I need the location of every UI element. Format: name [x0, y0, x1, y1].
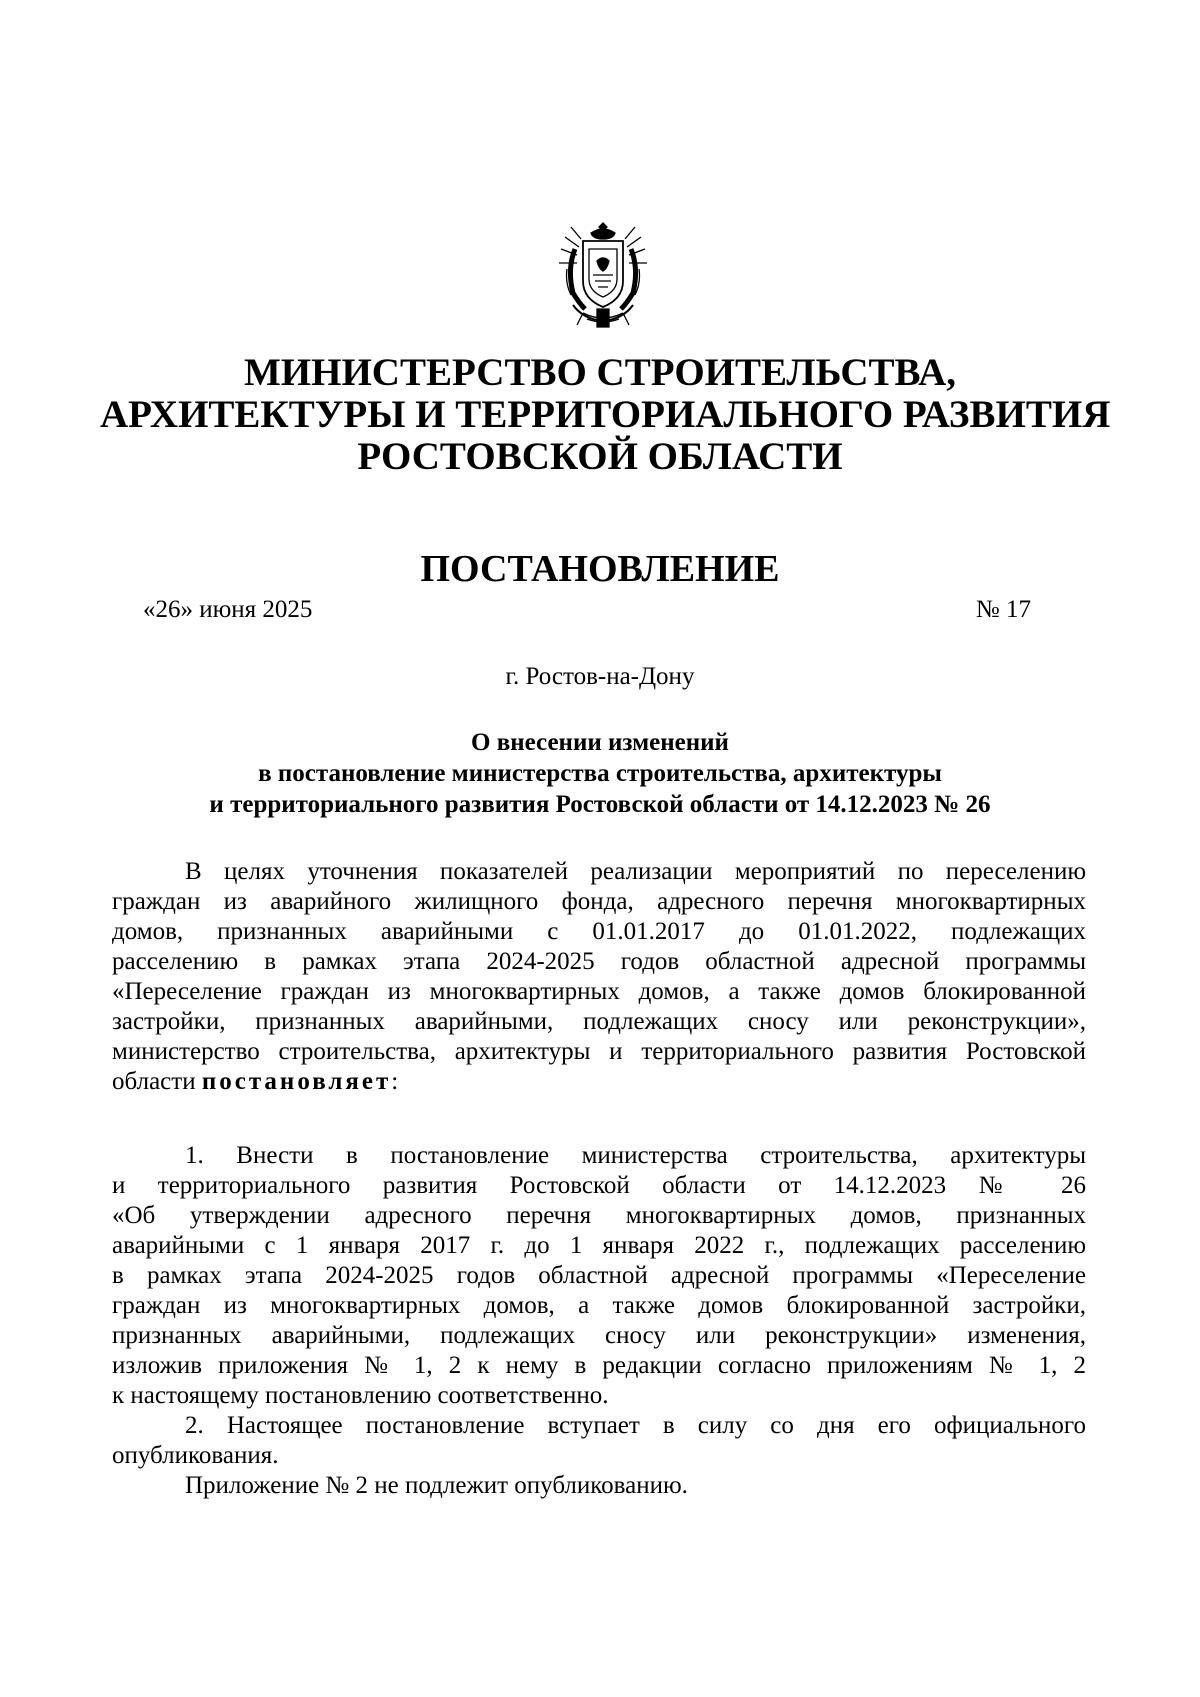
item-1-line: и территориального развития Ростовской области от 14.12.2023 № 26	[112, 1172, 1086, 1199]
item-2-line: 2. Настоящее постановление вступает в силу со дня его официального	[185, 1412, 1086, 1439]
ministry-name-line: РОСТОВСКОЙ ОБЛАСТИ	[357, 435, 843, 478]
preamble-line: министерство строительства, архитектуры и территориального развития Ростовской	[112, 1038, 1086, 1065]
coat-of-arms-icon	[553, 219, 653, 334]
item-1-line: к настоящему постановлению соответственно.	[112, 1382, 609, 1409]
document-title-line: О внесении изменений	[471, 729, 729, 756]
document-date: «26» июня 2025	[143, 596, 313, 623]
preamble-line: расселению в рамках этапа 2024-2025 годов областной адресной программы	[112, 948, 1086, 975]
preamble-line: домов, признанных аварийными с 01.01.2017 до 01.01.2022, подлежащих	[112, 918, 1086, 945]
document-title-line: и территориального развития Ростовской области от 14.12.2023 № 26	[209, 791, 991, 818]
item-1-line: изложив приложения № 1, 2 к нему в редакции согласно приложениям № 1, 2	[112, 1352, 1086, 1379]
ministry-name-line: АРХИТЕКТУРЫ И ТЕРРИТОРИАЛЬНОГО РАЗВИТИЯ	[100, 393, 1111, 436]
appendix-note: Приложение № 2 не подлежит опубликованию.	[185, 1472, 688, 1499]
preamble-text: области	[112, 1068, 202, 1095]
preamble-last-line	[112, 1067, 1086, 1097]
document-title	[100, 727, 1100, 820]
preamble-colon: :	[391, 1068, 399, 1095]
document-title-line: в постановление министерства строительства, архитектуры	[258, 760, 942, 787]
preamble-line: застройки, признанных аварийными, подлежащих сносу или реконструкции»,	[112, 1008, 1086, 1035]
item-1-line: 1. Внести в постановление министерства строительства, архитектуры	[185, 1142, 1086, 1169]
ministry-name	[100, 351, 1111, 478]
preamble-line: граждан из аварийного жилищного фонда, адресного перечня многоквартирных	[112, 888, 1086, 915]
item-2-line: опубликования.	[112, 1442, 279, 1469]
preamble-line: «Переселение граждан из многоквартирных домов, а также домов блокированной	[112, 978, 1086, 1005]
item-1-line: в рамках этапа 2024-2025 годов областной адресной программы «Переселение	[112, 1262, 1086, 1289]
preamble-line: В целях уточнения показателей реализации мероприятий по переселению	[185, 858, 1086, 885]
item-1-line: «Об утверждении адресного перечня многоквартирных домов, признанных	[112, 1202, 1086, 1229]
document-city: г. Ростов-на-Дону	[505, 663, 695, 690]
item-1-line: аварийными с 1 января 2017 г. до 1 января 2022 г., подлежащих расселению	[112, 1232, 1086, 1259]
item-1-line: граждан из многоквартирных домов, а также домов блокированной застройки,	[112, 1292, 1086, 1319]
item-1-line: признанных аварийными, подлежащих сносу или реконструкции» изменения,	[112, 1322, 1086, 1349]
resolves-word: постановляет	[201, 1068, 392, 1095]
document-type-heading: ПОСТАНОВЛЕНИЕ	[420, 548, 780, 590]
document-number: № 17	[975, 596, 1031, 623]
ministry-name-line: МИНИСТЕРСТВО СТРОИТЕЛЬСТВА,	[243, 351, 957, 394]
